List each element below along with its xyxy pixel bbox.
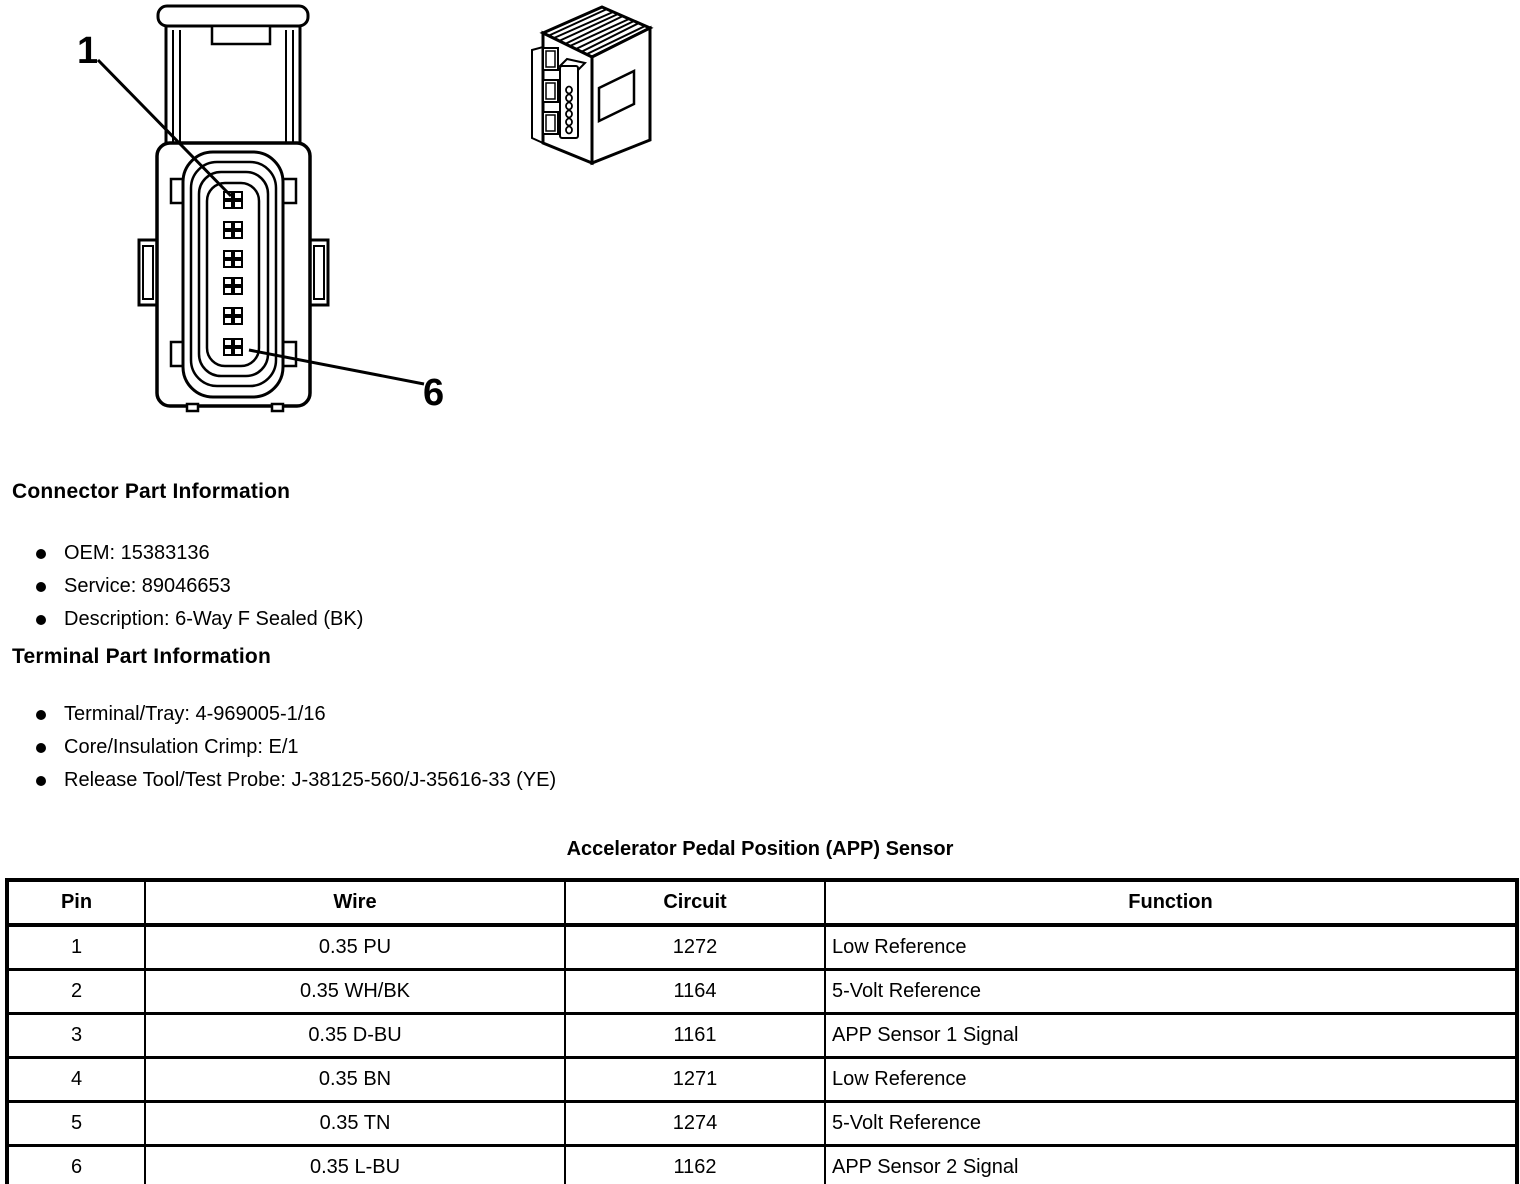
cell-function: 5-Volt Reference [825,1102,1517,1146]
cell-function: 5-Volt Reference [825,970,1517,1014]
cell-circuit: 1164 [565,970,825,1014]
bullet-icon [36,582,46,592]
terminal-part-info-heading: Terminal Part Information [12,645,271,668]
cell-function: Low Reference [825,1058,1517,1102]
table-title: Accelerator Pedal Position (APP) Sensor [566,838,954,860]
column-header-function: Function [825,880,1517,925]
table-row [7,925,1517,970]
table-row [7,1014,1517,1058]
table-header-row [7,880,1517,925]
cell-pin: 4 [7,1058,145,1102]
cell-function: APP Sensor 1 Signal [825,1014,1517,1058]
cell-circuit: 1272 [565,925,825,970]
cell-pin: 6 [7,1146,145,1184]
bullet-icon [36,549,46,559]
column-header-circuit: Circuit [565,880,825,925]
cell-wire: 0.35 L-BU [145,1146,565,1184]
cell-pin: 2 [7,970,145,1014]
connector-perspective-diagram [532,7,650,163]
pin-1-callout-label: 1 [77,30,99,72]
list-item [0,570,900,603]
terminal-part-info-list [0,698,900,797]
bullet-icon [36,615,46,625]
cell-pin: 3 [7,1014,145,1058]
column-header-wire: Wire [145,880,565,925]
table-row [7,1102,1517,1146]
cell-wire: 0.35 D-BU [145,1014,565,1058]
table-row [7,970,1517,1014]
pin-6-callout-label: 6 [423,372,445,414]
connector-part-info-list [0,537,900,636]
cell-function: APP Sensor 2 Signal [825,1146,1517,1184]
bullet-icon [36,710,46,720]
cell-function: Low Reference [825,925,1517,970]
list-item-text: Core/Insulation Crimp: E/1 [64,736,299,758]
list-item [0,603,900,636]
connector-part-info-heading: Connector Part Information [12,480,291,503]
list-item-text: Description: 6-Way F Sealed (BK) [64,608,364,630]
list-item [0,537,900,570]
list-item-text: Terminal/Tray: 4-969005-1/16 [64,703,326,725]
connector-front-view-diagram [139,6,328,411]
cell-wire: 0.35 WH/BK [145,970,565,1014]
list-item-text: OEM: 15383136 [64,542,210,564]
table-row [7,1146,1517,1184]
cell-wire: 0.35 TN [145,1102,565,1146]
cell-wire: 0.35 PU [145,925,565,970]
cell-circuit: 1274 [565,1102,825,1146]
cell-pin: 5 [7,1102,145,1146]
bullet-icon [36,743,46,753]
cell-pin: 1 [7,925,145,970]
app-sensor-pinout-table [5,878,1519,1184]
cell-circuit: 1271 [565,1058,825,1102]
list-item [0,698,900,731]
table-row [7,1058,1517,1102]
list-item [0,731,900,764]
bullet-icon [36,776,46,786]
connector-diagrams-canvas [0,0,1520,460]
list-item-text: Release Tool/Test Probe: J-38125-560/J-35616-33 (YE) [64,769,557,791]
cell-circuit: 1161 [565,1014,825,1058]
list-item [0,764,900,797]
list-item-text: Service: 89046653 [64,575,231,597]
column-header-pin: Pin [7,880,145,925]
cell-circuit: 1162 [565,1146,825,1184]
cell-wire: 0.35 BN [145,1058,565,1102]
